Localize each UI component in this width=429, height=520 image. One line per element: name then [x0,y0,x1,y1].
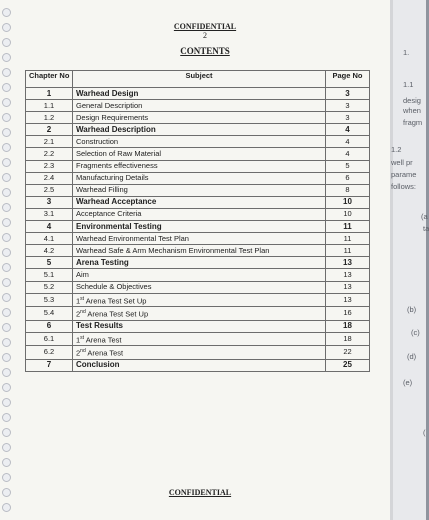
chapter-number: 5.1 [26,269,73,281]
binder-hole [2,248,11,257]
chapter-number: 2.3 [26,160,73,172]
subject-text: 1st Arena Test Set Up [73,293,326,307]
subject-text: Warhead Filling [73,184,326,196]
page-number-cell: 3 [326,88,370,100]
page-number-cell: 10 [326,196,370,208]
table-row [26,332,370,346]
chapter-number: 6.2 [26,346,73,360]
subject-text: 2nd Arena Test [73,346,326,360]
next-page-fragment: fragm [403,118,423,127]
table-row [26,257,370,269]
next-page-fragment: 1.1 [403,80,414,89]
table-row [26,112,370,124]
chapter-number: 6.1 [26,332,73,346]
subject-text: Environmental Testing [73,221,326,233]
chapter-number: 5.4 [26,307,73,321]
page-number-cell: 16 [326,307,370,321]
next-page-fragment: (a [421,212,428,221]
binder-hole [2,293,11,302]
chapter-number: 1 [26,88,73,100]
table-row [26,208,370,220]
table-row [26,148,370,160]
page-number-cell: 4 [326,136,370,148]
subject-text: Selection of Raw Material [73,148,326,160]
next-page-fragment: ta [423,224,429,233]
chapter-number: 7 [26,359,73,371]
binder-hole [2,53,11,62]
table-row [26,100,370,112]
contents-table [25,70,370,372]
binder-hole [2,113,11,122]
binder-hole [2,503,11,512]
subject-text: Fragments effectiveness [73,160,326,172]
subject-text: Arena Testing [73,257,326,269]
subject-text: Warhead Design [73,88,326,100]
binder-hole [2,98,11,107]
page-number: 2 [203,31,207,40]
chapter-number: 4.1 [26,233,73,245]
table-row [26,136,370,148]
page-number-cell: 11 [326,245,370,257]
binder-hole [2,263,11,272]
binder-hole [2,398,11,407]
chapter-number: 4 [26,221,73,233]
binder-hole [2,278,11,287]
binder-hole [2,488,11,497]
subject-text: Warhead Environmental Test Plan [73,233,326,245]
binder-hole [2,218,11,227]
table-row [26,346,370,360]
chapter-number: 1.1 [26,100,73,112]
chapter-number: 3.1 [26,208,73,220]
chapter-number: 6 [26,320,73,332]
chapter-number: 2.1 [26,136,73,148]
page-number-cell: 11 [326,221,370,233]
table-row [26,281,370,293]
page-number-cell: 11 [326,233,370,245]
binder-hole [2,473,11,482]
page-number-cell: 8 [326,184,370,196]
page-column-header: Page No [326,71,370,88]
subject-text: 2nd Arena Test Set Up [73,307,326,321]
table-row [26,320,370,332]
subject-text: Construction [73,136,326,148]
table-row [26,124,370,136]
table-header-row [26,71,370,88]
binder-hole [2,188,11,197]
chapter-number: 3 [26,196,73,208]
table-row [26,184,370,196]
binder-hole [2,83,11,92]
page-number-cell: 4 [326,148,370,160]
next-page-fragment: when [403,106,421,115]
next-page-fragment: parame [391,170,417,179]
page-number-cell: 25 [326,359,370,371]
table-row [26,307,370,321]
chapter-number: 5.3 [26,293,73,307]
binder-hole [2,323,11,332]
binder-hole [2,23,11,32]
page-number-cell: 13 [326,257,370,269]
chapter-number: 2 [26,124,73,136]
chapter-number: 2.5 [26,184,73,196]
binder-hole [2,158,11,167]
chapter-number: 2.2 [26,148,73,160]
page-number-cell: 5 [326,160,370,172]
next-page-fragment: 1. [403,48,410,57]
binder-hole [2,128,11,137]
chapter-column-header: Chapter No [26,71,73,88]
subject-text: Warhead Safe & Arm Mechanism Environmental Test Plan [73,245,326,257]
next-page-fragment: desig [403,96,421,105]
binder-hole [2,383,11,392]
contents-title: CONTENTS [180,46,230,56]
page-number-cell: 22 [326,346,370,360]
table-row [26,245,370,257]
page-number-cell: 13 [326,269,370,281]
page-number-cell: 13 [326,293,370,307]
subject-text: Schedule & Objectives [73,281,326,293]
subject-text: 1st Arena Test [73,332,326,346]
binder-holes [2,8,12,513]
page-number-cell: 3 [326,112,370,124]
chapter-number: 5.2 [26,281,73,293]
binder-hole [2,443,11,452]
subject-text: General Description [73,100,326,112]
next-page-fragment: well pr [391,158,413,167]
contents-table-body [26,88,370,372]
chapter-number: 5 [26,257,73,269]
page-number-cell: 18 [326,320,370,332]
binder-hole [2,428,11,437]
binder-hole [2,353,11,362]
next-page-fragment: (e) [403,378,413,387]
subject-text: Test Results [73,320,326,332]
confidential-header: CONFIDENTIAL [173,22,237,31]
subject-text: Warhead Acceptance [73,196,326,208]
table-row [26,269,370,281]
chapter-number: 1.2 [26,112,73,124]
next-page-fragment: 1.2 [391,145,402,154]
page-number-cell: 18 [326,332,370,346]
next-page-fragment: (d) [407,352,417,361]
binder-hole [2,233,11,242]
binder-hole [2,203,11,212]
next-page-fragment: (c) [411,328,420,337]
table-row [26,221,370,233]
table-row [26,359,370,371]
page-number-cell: 6 [326,172,370,184]
subject-text: Design Requirements [73,112,326,124]
next-page-edge [391,0,429,520]
subject-text: Aim [73,269,326,281]
page-number-cell: 4 [326,124,370,136]
table-row [26,88,370,100]
binder-hole [2,143,11,152]
subject-text: Acceptance Criteria [73,208,326,220]
next-page-fragment: (b) [407,305,417,314]
next-page-fragment: follows: [391,182,417,191]
chapter-number: 4.2 [26,245,73,257]
binder-hole [2,8,11,17]
page-number-cell: 10 [326,208,370,220]
binder-hole [2,308,11,317]
binder-hole [2,68,11,77]
page-number-cell: 3 [326,100,370,112]
page-number-cell: 13 [326,281,370,293]
table-row [26,233,370,245]
table-row [26,196,370,208]
confidential-footer: CONFIDENTIAL [168,488,232,497]
binder-hole [2,458,11,467]
subject-column-header: Subject [73,71,326,88]
binder-hole [2,413,11,422]
binder-hole [2,173,11,182]
subject-text: Conclusion [73,359,326,371]
table-row [26,172,370,184]
binder-hole [2,368,11,377]
subject-text: Warhead Description [73,124,326,136]
subject-text: Manufacturing Details [73,172,326,184]
binder-hole [2,338,11,347]
next-page-fragment: ( [423,428,426,437]
binder-hole [2,38,11,47]
table-row [26,160,370,172]
table-row [26,293,370,307]
chapter-number: 2.4 [26,172,73,184]
